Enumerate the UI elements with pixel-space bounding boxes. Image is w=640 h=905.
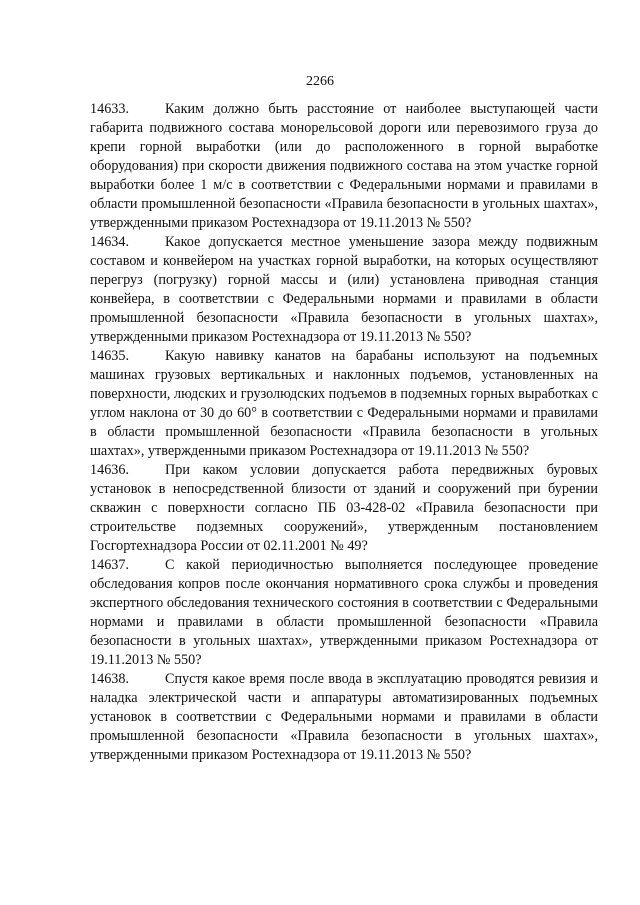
question-number: 14633. bbox=[90, 101, 130, 117]
question-text: С какой периодичностью выполняется последующее проведение обследования копров после окончания нормативного срока службы и проведения экспертного обследования технического состояния в соответствии с Федеральными нормами и правилами в области промышленной безопасности «Правила безопасности в угольных шахтах», утвержденными приказом Ростехнадзора от 19.11.2013 № 550? bbox=[90, 557, 598, 668]
question-item bbox=[90, 556, 598, 670]
question-item bbox=[90, 461, 598, 556]
question-text: При каком условии допускается работа передвижных буровых установок в непосредственной близости от зданий и сооружений при бурении скважин с поверхности согласно ПБ 03-428-02 «Правила безопасности при строительстве подземных сооружений», утвержденным постановлением Госгортехнадзора России от 02.11.2001 № 49? bbox=[90, 462, 598, 554]
question-item bbox=[90, 100, 598, 233]
question-list bbox=[90, 100, 598, 765]
question-number: 14637. bbox=[90, 557, 130, 573]
question-number: 14638. bbox=[90, 671, 130, 687]
question-text: Каким должно быть расстояние от наиболее выступающей части габарита подвижного состава монорельсовой дороги или перевозимого груза до крепи горной выработки (или до расположенного в горной выработке оборудования) при скорости движения подвижного состава на этом участке горной выработки более 1 м/с в соответствии с Федеральными нормами и правилами в области промышленной безопасности «Правила безопасности в угольных шахтах», утвержденными приказом Ростехнадзора от 19.11.2013 № 550? bbox=[90, 101, 598, 231]
question-item bbox=[90, 233, 598, 347]
question-item bbox=[90, 347, 598, 461]
question-text: Спустя какое время после ввода в эксплуатацию проводятся ревизия и наладка электрической части и аппаратуры автоматизированных подъемных установок в соответствии с Федеральными нормами и правилами в области промышленной безопасности «Правила безопасности в угольных шахтах», утвержденными приказом Ростехнадзора от 19.11.2013 № 550? bbox=[90, 671, 598, 763]
question-text: Какое допускается местное уменьшение зазора между подвижным составом и конвейером на участках горной выработки, на которых осуществляют перегруз (погрузку) горной массы и (или) установлена приводная станция конвейера, в соответствии с Федеральными нормами и правилами в области промышленной безопасности «Правила безопасности в угольных шахтах», утвержденными приказом Ростехнадзора от 19.11.2013 № 550? bbox=[90, 234, 598, 345]
page-number: 2266 bbox=[306, 74, 334, 89]
question-item bbox=[90, 670, 598, 765]
question-text: Какую навивку канатов на барабаны используют на подъемных машинах грузовых вертикальных и наклонных подъемов, установленных на поверхности, людских и грузолюдских подъемов в подземных горных выработках с углом наклона от 30 до 60° в соответствии с Федеральными нормами и правилами в области промышленной безопасности «Правила безопасности в угольных шахтах», утвержденными приказом Ростехнадзора от 19.11.2013 № 550? bbox=[90, 348, 598, 459]
question-number: 14636. bbox=[90, 462, 130, 478]
question-number: 14634. bbox=[90, 234, 130, 250]
question-number: 14635. bbox=[90, 348, 130, 364]
